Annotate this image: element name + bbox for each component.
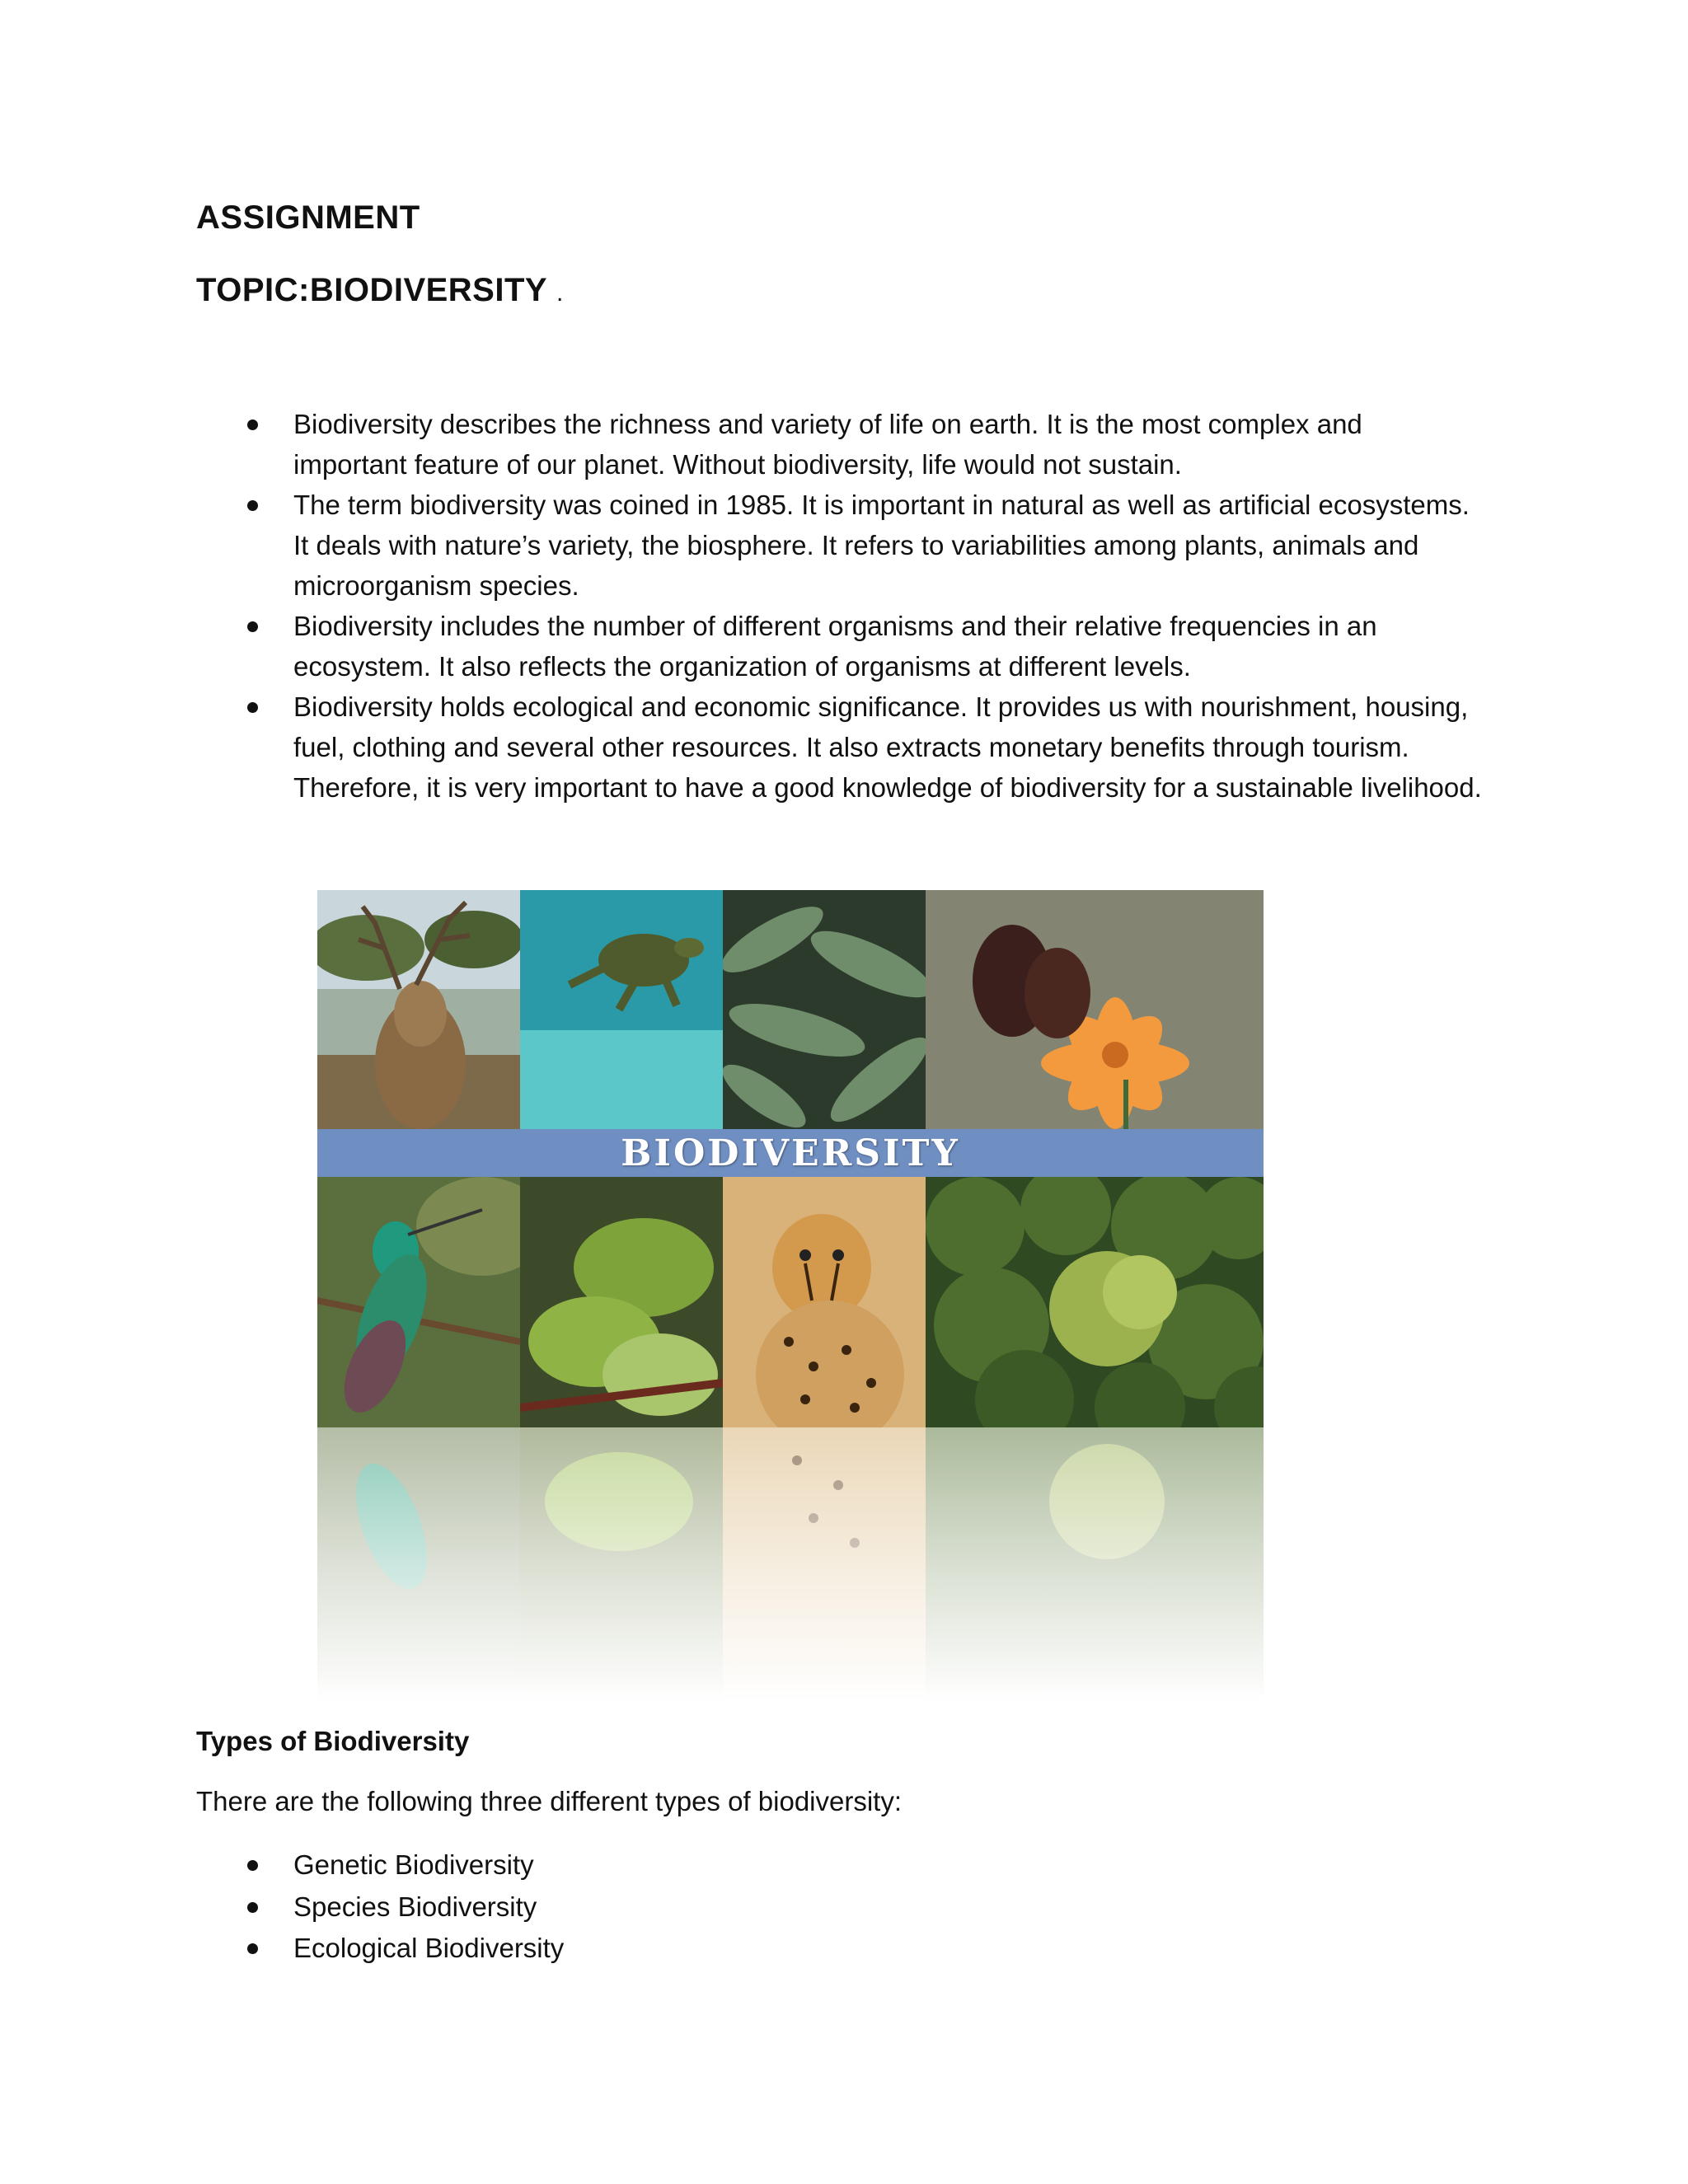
sea-turtle-photo <box>520 890 723 1129</box>
types-heading: Types of Biodiversity <box>196 1726 470 1756</box>
intro-bullet-list <box>196 404 1482 808</box>
deer-photo <box>317 890 520 1129</box>
fern-leaves-photo <box>723 890 926 1129</box>
list-item: Biodiversity describes the richness and variety of life on earth. It is the most complex and important feature of our planet. Without biodiversity, life would not sustain. <box>196 404 1482 485</box>
list-item: Genetic Biodiversity <box>196 1844 1482 1886</box>
cheetah-photo <box>723 1177 926 1427</box>
rainforest-photo <box>926 1177 1264 1427</box>
collage-reflection <box>317 1427 1264 1701</box>
assignment-heading: ASSIGNMENT <box>196 199 420 236</box>
butterfly-flower-photo <box>926 890 1264 1129</box>
topic-text: TOPIC:BIODIVERSITY <box>196 272 547 308</box>
list-item: The term biodiversity was coined in 1985. It is important in natural as well as artificial ecosystems. It deals with nature’s variety, the biosphere. It refers to variabilities among plants, animals and microorganism species. <box>196 485 1482 606</box>
list-item: Species Biodiversity <box>196 1886 1482 1929</box>
banner-text: BIODIVERSITY <box>621 1132 960 1174</box>
topic-suffix: . <box>556 279 564 307</box>
green-snake-photo <box>520 1177 723 1427</box>
biodiversity-banner <box>317 1129 1264 1177</box>
biodiversity-collage-image <box>317 890 1264 1427</box>
list-item: Biodiversity holds ecological and economic significance. It provides us with nourishment, housing, fuel, clothing and several other resources. It also extracts monetary benefits through tourism. Therefore, it is very important to have a good knowledge of biodiversity for a sustainable livelihood. <box>196 687 1482 808</box>
types-intro: There are the following three different types of biodiversity: <box>196 1786 903 1816</box>
types-bullet-list <box>196 1844 1482 1970</box>
hummingbird-photo <box>317 1177 520 1427</box>
list-item: Ecological Biodiversity <box>196 1928 1482 1970</box>
topic-heading <box>196 272 564 309</box>
list-item: Biodiversity includes the number of different organisms and their relative frequencies in an ecosystem. It also reflects the organization of organisms at different levels. <box>196 606 1482 687</box>
reflection-fade <box>317 1427 1264 1701</box>
